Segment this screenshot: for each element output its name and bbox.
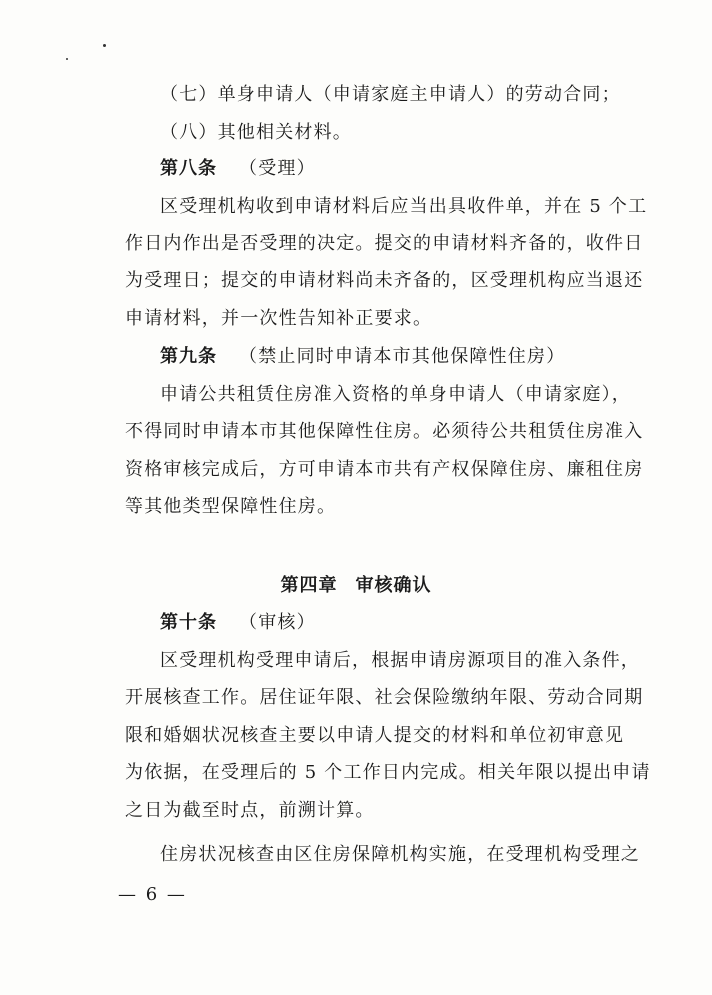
article-9-topic: （禁止同时申请本市其他保障性住房） [239, 346, 566, 367]
article-10-heading [160, 610, 316, 636]
article-8-title: 第八条 [160, 158, 217, 179]
article-9-title: 第九条 [160, 346, 217, 367]
scan-speck [66, 58, 68, 60]
article-9-paragraph-line: 资格审核完成后，方可申请本市共有产权保障住房、廉租住房 [125, 459, 644, 480]
scan-speck [103, 44, 106, 47]
article-9-paragraph-line: 申请公共租赁住房准入资格的单身申请人（申请家庭）， [160, 384, 631, 405]
article-10-paragraph-line: 之日为截至时点，前溯计算。 [125, 800, 375, 821]
article-8-paragraph-line: 作日内作出是否受理的决定。提交的申请材料齐备的，收件日 [125, 233, 644, 254]
page-number: — 6 — [118, 884, 187, 905]
list-item-eight: （八）其他相关材料。 [160, 122, 352, 143]
article-9-paragraph-line: 不得同时申请本市其他保障性住房。必须待公共租赁住房准入 [125, 421, 644, 442]
article-10-paragraph-line: 限和婚姻状况核查主要以申请人提交的材料和单位初审意见 [125, 725, 625, 746]
article-10-paragraph-line: 住房状况核查由区住房保障机构实施，在受理机构受理之 [160, 844, 640, 865]
article-10-paragraph-line: 开展核查工作。居住证年限、社会保险缴纳年限、劳动合同期 [125, 687, 644, 708]
article-9-paragraph-line: 等其他类型保障性住房。 [125, 496, 337, 517]
chapter-name: 审核确认 [355, 575, 432, 596]
article-10-topic: （审核） [239, 612, 316, 633]
list-item-seven: （七）单身申请人（申请家庭主申请人）的劳动合同； [160, 84, 621, 105]
article-8-paragraph-line: 为受理日；提交的申请材料尚未齐备的，区受理机构应当退还 [125, 270, 644, 291]
article-8-heading [160, 156, 316, 182]
article-10-paragraph-line: 为依据，在受理后的 5 个工作日内完成。相关年限以提出申请 [125, 762, 651, 783]
article-8-paragraph-line: 区受理机构收到申请材料后应当出具收件单，并在 5 个工 [160, 196, 648, 217]
chapter-heading [0, 573, 712, 599]
article-8-topic: （受理） [239, 158, 316, 179]
article-9-heading [160, 344, 565, 370]
article-8-paragraph-line: 申请材料，并一次性告知补正要求。 [125, 308, 433, 329]
article-10-paragraph-line: 区受理机构受理申请后，根据申请房源项目的准入条件， [160, 650, 640, 671]
chapter-number: 第四章 [280, 575, 338, 596]
article-10-title: 第十条 [160, 612, 217, 633]
